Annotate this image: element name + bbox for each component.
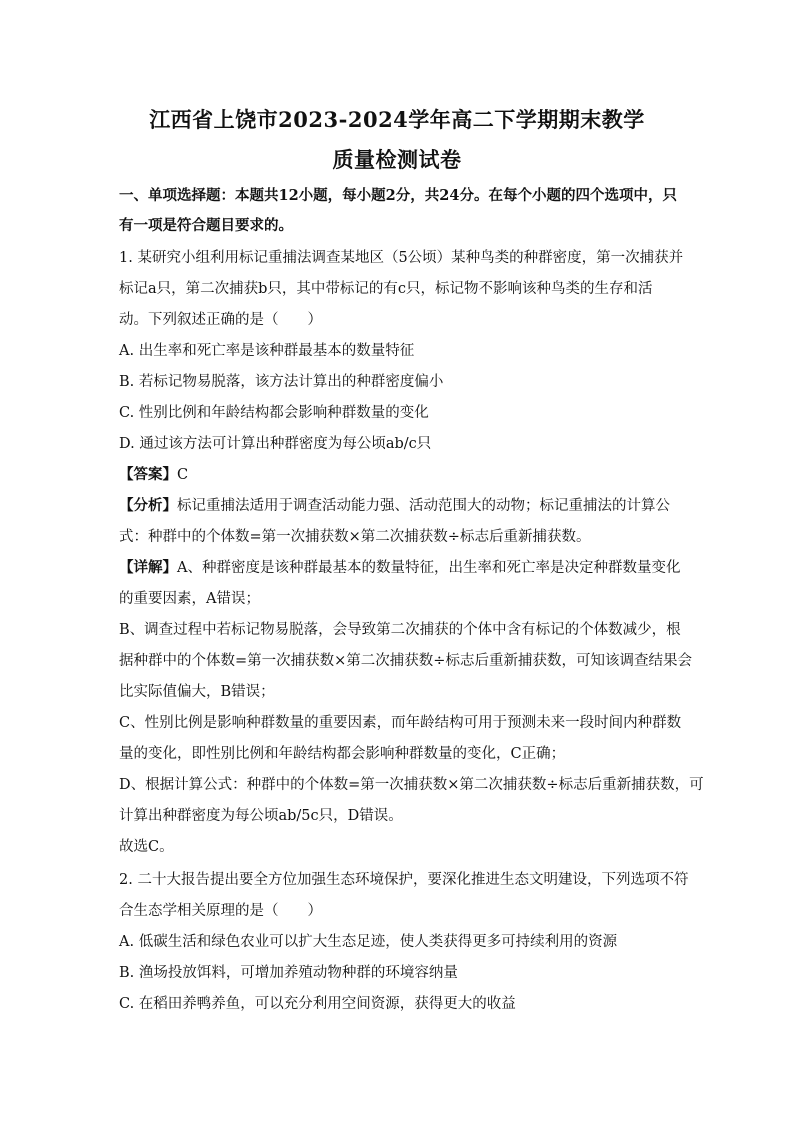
q1-stem-line2: 标记a只，第二次捕获b只，其中带标记的有c只，标记物不影响该种鸟类的生存和活 bbox=[119, 281, 653, 297]
answer-value: C bbox=[177, 467, 189, 483]
answer-label: 【答案】 bbox=[119, 466, 177, 483]
page-subtitle: 质量检测试卷 bbox=[332, 147, 462, 172]
q1-analysis-line2: 式：种群中的个体数=第一次捕获数×第二次捕获数÷标志后重新捕获数。 bbox=[119, 529, 591, 545]
q1-detail-b-line2: 据种群中的个体数=第一次捕获数×第二次捕获数÷标志后重新捕获数，可知该调查结果会 bbox=[119, 653, 692, 669]
q2-option-a: A. 低碳生活和绿色农业可以扩大生态足迹，使人类获得更多可持续利用的资源 bbox=[119, 934, 618, 950]
q1-option-b: B. 若标记物易脱落，该方法计算出的种群密度偏小 bbox=[119, 374, 444, 390]
analysis-text-1: 标记重捕法适用于调查活动能力强、活动范围大的动物；标记重捕法的计算公 bbox=[177, 498, 670, 514]
q2-stem-line2: 合生态学相关原理的是（ ） bbox=[119, 903, 322, 919]
analysis-label: 【分析】 bbox=[119, 497, 177, 514]
page-title: 江西省上饶市2023-2024学年高二下学期期末教学 bbox=[149, 107, 645, 132]
q1-detail-line1 bbox=[119, 558, 679, 578]
section-header-line1: 一、单项选择题：本题共12小题，每小题2分，共24分。在每个小题的四个选项中，只 bbox=[119, 187, 677, 204]
q1-stem-line1: 1. 某研究小组利用标记重捕法调查某地区（5公顷）某种鸟类的种群密度，第一次捕获并 bbox=[119, 250, 684, 266]
detail-text-1: A、种群密度是该种群最基本的数量特征，出生率和死亡率是决定种群数量变化 bbox=[177, 560, 681, 576]
q1-detail-line2: 的重要因素，A错误； bbox=[119, 591, 260, 607]
q1-detail-b-line3: 比实际值偏大，B错误； bbox=[119, 684, 275, 700]
q1-option-d: D. 通过该方法可计算出种群密度为每公顷ab/c只 bbox=[119, 436, 432, 452]
q1-option-a: A. 出生率和死亡率是该种群最基本的数量特征 bbox=[119, 343, 415, 359]
q1-answer bbox=[119, 465, 679, 485]
section-header-line2: 有一项是符合题目要求的。 bbox=[119, 217, 293, 234]
q1-detail-b-line1: B、调查过程中若标记物易脱落，会导致第二次捕获的个体中含有标记的个体数减少，根 bbox=[119, 622, 681, 638]
q1-detail-d-line1: D、根据计算公式：种群中的个体数=第一次捕获数×第二次捕获数÷标志后重新捕获数，可 bbox=[119, 777, 704, 793]
detail-label: 【详解】 bbox=[119, 559, 177, 576]
q2-option-b: B. 渔场投放饵料，可增加养殖动物种群的环境容纳量 bbox=[119, 965, 458, 981]
q1-option-c: C. 性别比例和年龄结构都会影响种群数量的变化 bbox=[119, 405, 429, 421]
q1-analysis-line1 bbox=[119, 496, 679, 516]
q2-stem-line1: 2. 二十大报告提出要全方位加强生态环境保护，要深化推进生态文明建设，下列选项不符 bbox=[119, 872, 689, 888]
q1-conclusion: 故选C。 bbox=[119, 839, 174, 855]
q1-detail-d-line2: 计算出种群密度为每公顷ab/5c只，D错误。 bbox=[119, 808, 403, 824]
q1-detail-c-line2: 量的变化，即性别比例和年龄结构都会影响种群数量的变化，C正确； bbox=[119, 746, 566, 762]
q1-stem-line3: 动。下列叙述正确的是（ ） bbox=[119, 312, 322, 328]
q2-option-c: C. 在稻田养鸭养鱼，可以充分利用空间资源，获得更大的收益 bbox=[119, 996, 516, 1012]
q1-detail-c-line1: C、性别比例是影响种群数量的重要因素，而年龄结构可用于预测未来一段时间内种群数 bbox=[119, 715, 682, 731]
